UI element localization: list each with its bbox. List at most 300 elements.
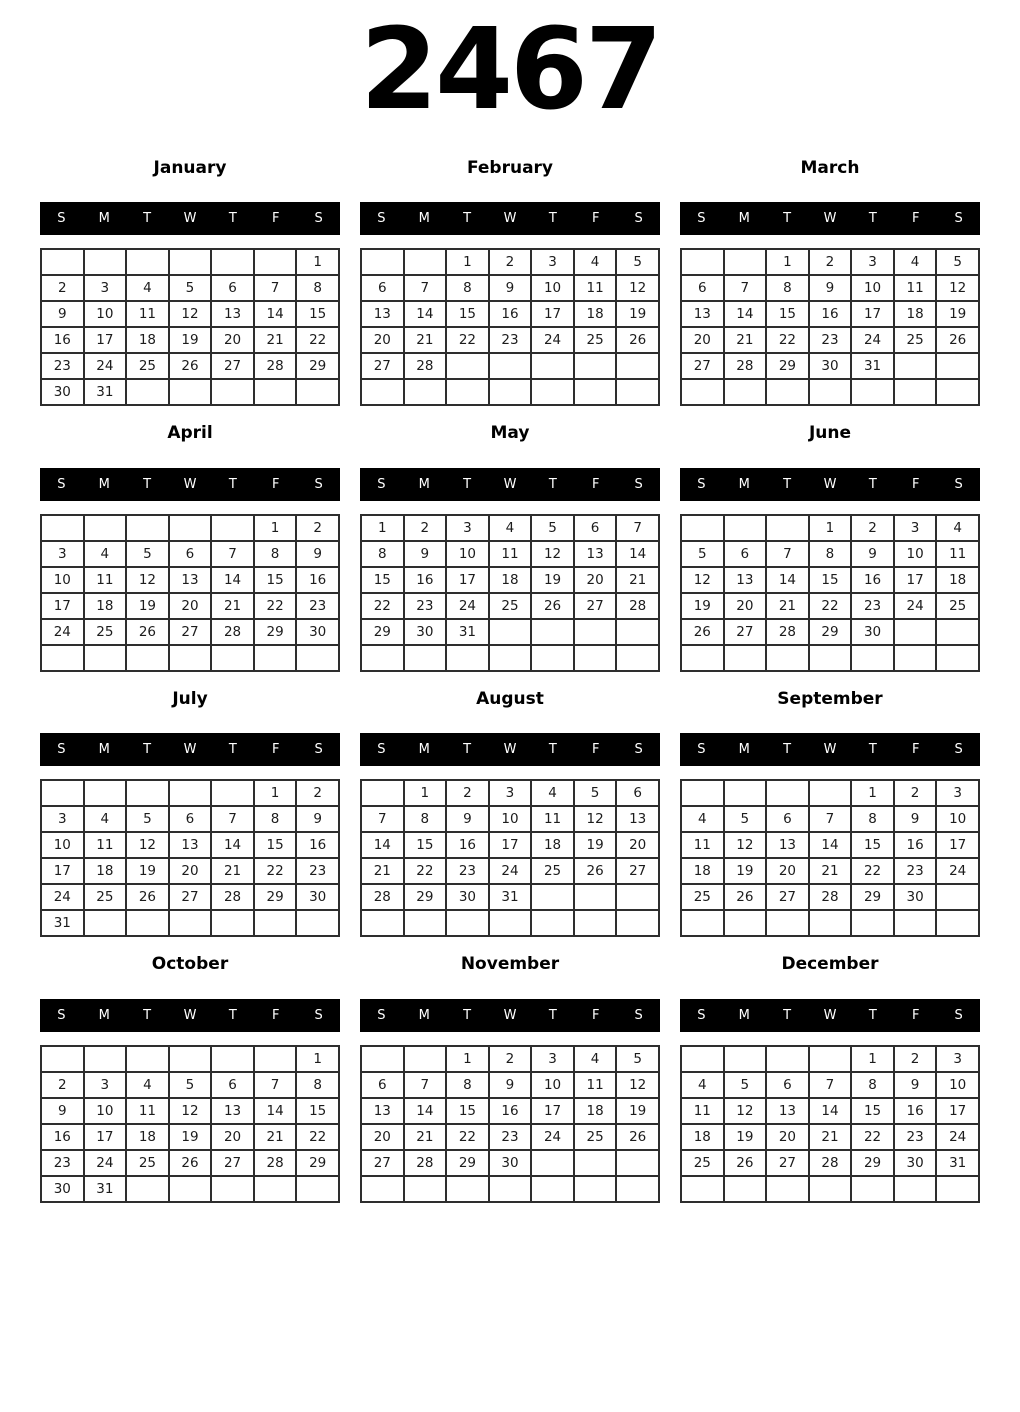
- month-title: October: [151, 954, 229, 975]
- day-cell: 24: [84, 1150, 127, 1176]
- day-cell: 4: [126, 1072, 169, 1098]
- day-cell: 28: [809, 884, 852, 910]
- day-cell: 12: [574, 806, 617, 832]
- week-row: [681, 806, 979, 832]
- empty-day-cell: [936, 645, 979, 671]
- empty-day-cell: [766, 645, 809, 671]
- empty-day-cell: [724, 379, 767, 405]
- week-row: [681, 858, 979, 884]
- empty-day-cell: [169, 780, 212, 806]
- empty-day-cell: [616, 353, 659, 379]
- empty-day-cell: [616, 910, 659, 936]
- day-cell: 25: [681, 1150, 724, 1176]
- weekday-label: T: [143, 742, 152, 758]
- empty-day-cell: [169, 910, 212, 936]
- week-row: [41, 619, 339, 645]
- day-cell: 19: [616, 1098, 659, 1124]
- weekday-label: T: [783, 1007, 792, 1023]
- weekday-label: W: [823, 211, 837, 227]
- day-cell: 14: [211, 567, 254, 593]
- empty-day-cell: [41, 780, 84, 806]
- day-cell: 12: [169, 1098, 212, 1124]
- week-row: [41, 379, 339, 405]
- weekday-label: W: [503, 211, 517, 227]
- empty-day-cell: [296, 379, 339, 405]
- weekday-label: F: [911, 211, 920, 227]
- day-cell: 20: [211, 1124, 254, 1150]
- day-cell: 11: [84, 567, 127, 593]
- weekday-header-row: [360, 999, 660, 1032]
- weekday-header-row: [360, 733, 660, 766]
- empty-day-cell: [361, 645, 404, 671]
- day-cell: 13: [361, 1098, 404, 1124]
- year-title: 2467: [360, 5, 660, 135]
- day-cell: 14: [404, 1098, 447, 1124]
- day-cell: 5: [574, 780, 617, 806]
- day-cell: 20: [681, 327, 724, 353]
- weekday-label: S: [377, 476, 386, 492]
- day-cell: 15: [766, 301, 809, 327]
- days-grid-body: [41, 1046, 339, 1202]
- day-cell: 17: [84, 327, 127, 353]
- day-cell: 2: [446, 780, 489, 806]
- weekday-label: S: [377, 1007, 386, 1023]
- empty-day-cell: [894, 619, 937, 645]
- days-grid: [40, 779, 340, 937]
- week-row: [41, 301, 339, 327]
- empty-day-cell: [531, 884, 574, 910]
- day-cell: 7: [724, 275, 767, 301]
- day-cell: 2: [489, 1046, 532, 1072]
- day-cell: 9: [41, 1098, 84, 1124]
- day-cell: 24: [41, 884, 84, 910]
- empty-day-cell: [724, 249, 767, 275]
- day-cell: 22: [404, 858, 447, 884]
- day-cell: 11: [574, 1072, 617, 1098]
- day-cell: 14: [361, 832, 404, 858]
- week-row: [41, 858, 339, 884]
- day-cell: 24: [41, 619, 84, 645]
- weekday-label: S: [954, 1007, 963, 1023]
- empty-day-cell: [169, 645, 212, 671]
- day-cell: 16: [41, 1124, 84, 1150]
- empty-day-cell: [254, 1176, 297, 1202]
- day-cell: 30: [296, 619, 339, 645]
- weekday-header-row: [40, 733, 340, 766]
- empty-day-cell: [681, 379, 724, 405]
- weekday-label: M: [98, 742, 110, 758]
- day-cell: 20: [724, 593, 767, 619]
- day-cell: 9: [41, 301, 84, 327]
- day-cell: 14: [766, 567, 809, 593]
- day-cell: 13: [169, 567, 212, 593]
- empty-day-cell: [724, 1046, 767, 1072]
- empty-day-cell: [41, 515, 84, 541]
- empty-day-cell: [84, 910, 127, 936]
- day-cell: 29: [446, 1150, 489, 1176]
- day-cell: 9: [809, 275, 852, 301]
- weekday-label: S: [314, 211, 323, 227]
- day-cell: 20: [574, 567, 617, 593]
- day-cell: 5: [724, 806, 767, 832]
- weekday-label: T: [783, 476, 792, 492]
- day-cell: 1: [296, 1046, 339, 1072]
- empty-day-cell: [211, 910, 254, 936]
- empty-day-cell: [851, 1176, 894, 1202]
- day-cell: 8: [446, 1072, 489, 1098]
- empty-day-cell: [41, 249, 84, 275]
- day-cell: 28: [254, 1150, 297, 1176]
- days-grid: [360, 514, 660, 672]
- day-cell: 23: [296, 593, 339, 619]
- day-cell: 23: [851, 593, 894, 619]
- day-cell: 13: [574, 541, 617, 567]
- day-cell: 12: [724, 832, 767, 858]
- empty-day-cell: [681, 515, 724, 541]
- day-cell: 21: [211, 858, 254, 884]
- day-cell: 29: [296, 1150, 339, 1176]
- empty-day-cell: [446, 353, 489, 379]
- weekday-label: S: [954, 742, 963, 758]
- weekday-header-row: [680, 733, 980, 766]
- day-cell: 9: [404, 541, 447, 567]
- day-cell: 23: [404, 593, 447, 619]
- day-cell: 21: [809, 1124, 852, 1150]
- empty-day-cell: [894, 1176, 937, 1202]
- day-cell: 6: [724, 541, 767, 567]
- day-cell: 11: [531, 806, 574, 832]
- empty-day-cell: [894, 910, 937, 936]
- empty-day-cell: [254, 910, 297, 936]
- day-cell: 16: [41, 327, 84, 353]
- month-title: May: [490, 423, 530, 444]
- empty-day-cell: [531, 910, 574, 936]
- month-title: March: [800, 158, 860, 178]
- week-row: [41, 1098, 339, 1124]
- day-cell: 16: [446, 832, 489, 858]
- day-cell: 25: [574, 1124, 617, 1150]
- day-cell: 14: [211, 832, 254, 858]
- empty-day-cell: [574, 619, 617, 645]
- day-cell: 19: [724, 858, 767, 884]
- weekday-label: S: [314, 742, 323, 758]
- day-cell: 19: [169, 1124, 212, 1150]
- empty-day-cell: [404, 249, 447, 275]
- day-cell: 16: [894, 1098, 937, 1124]
- day-cell: 6: [681, 275, 724, 301]
- weekday-label: W: [183, 211, 197, 227]
- day-cell: 26: [531, 593, 574, 619]
- weekday-label: F: [271, 211, 280, 227]
- day-cell: 30: [446, 884, 489, 910]
- week-row: [361, 541, 659, 567]
- day-cell: 25: [894, 327, 937, 353]
- days-grid: [40, 514, 340, 672]
- day-cell: 14: [254, 301, 297, 327]
- days-grid: [680, 248, 980, 406]
- weekday-label: S: [314, 1007, 323, 1023]
- weekday-label: T: [783, 742, 792, 758]
- empty-day-cell: [84, 780, 127, 806]
- empty-day-cell: [126, 249, 169, 275]
- day-cell: 9: [489, 275, 532, 301]
- empty-day-cell: [724, 645, 767, 671]
- week-row: [41, 275, 339, 301]
- empty-day-cell: [84, 645, 127, 671]
- day-cell: 22: [809, 593, 852, 619]
- day-cell: 7: [616, 515, 659, 541]
- weekday-label: M: [738, 1007, 750, 1023]
- weekday-header-row: [360, 468, 660, 501]
- week-row: [361, 1098, 659, 1124]
- weekday-label: F: [591, 1007, 600, 1023]
- week-row: [41, 1176, 339, 1202]
- day-cell: 13: [361, 301, 404, 327]
- empty-day-cell: [724, 515, 767, 541]
- empty-day-cell: [84, 1046, 127, 1072]
- empty-day-cell: [254, 645, 297, 671]
- day-cell: 21: [361, 858, 404, 884]
- empty-day-cell: [616, 884, 659, 910]
- empty-day-cell: [446, 379, 489, 405]
- week-row: [361, 780, 659, 806]
- weekday-label: W: [503, 742, 517, 758]
- weekday-label: T: [868, 1007, 877, 1023]
- month-title: September: [777, 688, 883, 709]
- week-row: [41, 353, 339, 379]
- day-cell: 17: [851, 301, 894, 327]
- day-cell: 10: [84, 1098, 127, 1124]
- day-cell: 17: [936, 832, 979, 858]
- week-row: [361, 858, 659, 884]
- day-cell: 7: [361, 806, 404, 832]
- day-cell: 17: [489, 832, 532, 858]
- days-grid: [680, 514, 980, 672]
- weekday-label: W: [503, 1007, 517, 1023]
- empty-day-cell: [574, 645, 617, 671]
- empty-day-cell: [254, 1046, 297, 1072]
- month-title: November: [460, 954, 560, 975]
- month-calendar: [40, 158, 340, 406]
- day-cell: 26: [126, 619, 169, 645]
- weekday-label: S: [697, 211, 706, 227]
- month-calendar: [680, 423, 980, 671]
- empty-day-cell: [851, 379, 894, 405]
- weekday-label: W: [503, 476, 517, 492]
- empty-day-cell: [361, 379, 404, 405]
- empty-day-cell: [616, 1150, 659, 1176]
- day-cell: 3: [41, 541, 84, 567]
- day-cell: 27: [724, 619, 767, 645]
- day-cell: 4: [84, 541, 127, 567]
- day-cell: 1: [254, 780, 297, 806]
- day-cell: 18: [489, 567, 532, 593]
- day-cell: 19: [616, 301, 659, 327]
- week-row: [681, 884, 979, 910]
- day-cell: 1: [766, 249, 809, 275]
- month-calendar: [360, 423, 660, 671]
- day-cell: 18: [84, 593, 127, 619]
- day-cell: 26: [169, 353, 212, 379]
- day-cell: 24: [936, 858, 979, 884]
- empty-day-cell: [894, 353, 937, 379]
- day-cell: 31: [446, 619, 489, 645]
- weekday-label: M: [98, 1007, 110, 1023]
- weekday-label: S: [57, 742, 66, 758]
- month-calendar: [40, 954, 340, 1202]
- empty-day-cell: [211, 645, 254, 671]
- empty-day-cell: [531, 1150, 574, 1176]
- empty-day-cell: [574, 884, 617, 910]
- week-row: [41, 1150, 339, 1176]
- day-cell: 2: [894, 1046, 937, 1072]
- day-cell: 5: [169, 275, 212, 301]
- weekday-label: S: [634, 742, 643, 758]
- day-cell: 3: [531, 1046, 574, 1072]
- day-cell: 3: [84, 275, 127, 301]
- day-cell: 1: [851, 1046, 894, 1072]
- day-cell: 22: [254, 858, 297, 884]
- weekday-label: S: [634, 476, 643, 492]
- day-cell: 31: [84, 379, 127, 405]
- weekday-label: T: [228, 211, 237, 227]
- weekday-label: W: [183, 476, 197, 492]
- day-cell: 22: [851, 1124, 894, 1150]
- month-title: January: [153, 158, 227, 178]
- day-cell: 6: [574, 515, 617, 541]
- week-row: [361, 1046, 659, 1072]
- day-cell: 16: [894, 832, 937, 858]
- day-cell: 13: [766, 1098, 809, 1124]
- day-cell: 26: [616, 1124, 659, 1150]
- day-cell: 10: [41, 832, 84, 858]
- day-cell: 8: [851, 806, 894, 832]
- months-grid: [40, 158, 980, 1203]
- weekday-header-row: [40, 202, 340, 235]
- weekday-label: T: [548, 742, 557, 758]
- day-cell: 4: [489, 515, 532, 541]
- empty-day-cell: [936, 379, 979, 405]
- empty-day-cell: [126, 910, 169, 936]
- empty-day-cell: [296, 1176, 339, 1202]
- empty-day-cell: [531, 1176, 574, 1202]
- empty-day-cell: [766, 515, 809, 541]
- weekday-header-row: [40, 999, 340, 1032]
- day-cell: 30: [489, 1150, 532, 1176]
- day-cell: 28: [361, 884, 404, 910]
- day-cell: 7: [809, 806, 852, 832]
- week-row: [681, 593, 979, 619]
- day-cell: 8: [404, 806, 447, 832]
- empty-day-cell: [766, 379, 809, 405]
- empty-day-cell: [936, 910, 979, 936]
- weekday-label: M: [738, 476, 750, 492]
- day-cell: 30: [41, 379, 84, 405]
- weekday-label: T: [463, 476, 472, 492]
- day-cell: 30: [809, 353, 852, 379]
- weekday-label: M: [98, 211, 110, 227]
- day-cell: 22: [296, 327, 339, 353]
- day-cell: 1: [254, 515, 297, 541]
- empty-day-cell: [574, 1150, 617, 1176]
- day-cell: 13: [766, 832, 809, 858]
- days-grid-body: [361, 515, 659, 671]
- day-cell: 25: [126, 1150, 169, 1176]
- week-row: [681, 379, 979, 405]
- week-row: [681, 1124, 979, 1150]
- day-cell: 29: [766, 353, 809, 379]
- month-title: June: [808, 423, 852, 444]
- empty-day-cell: [489, 1176, 532, 1202]
- day-cell: 11: [936, 541, 979, 567]
- day-cell: 25: [489, 593, 532, 619]
- day-cell: 23: [296, 858, 339, 884]
- day-cell: 27: [574, 593, 617, 619]
- day-cell: 11: [681, 1098, 724, 1124]
- day-cell: 12: [126, 567, 169, 593]
- empty-day-cell: [211, 1176, 254, 1202]
- empty-day-cell: [446, 910, 489, 936]
- week-row: [41, 1046, 339, 1072]
- day-cell: 9: [894, 1072, 937, 1098]
- day-cell: 13: [616, 806, 659, 832]
- week-row: [41, 884, 339, 910]
- weekday-label: F: [591, 742, 600, 758]
- days-grid-body: [681, 1046, 979, 1202]
- empty-day-cell: [724, 1176, 767, 1202]
- empty-day-cell: [361, 1176, 404, 1202]
- day-cell: 10: [531, 1072, 574, 1098]
- day-cell: 18: [531, 832, 574, 858]
- week-row: [681, 1098, 979, 1124]
- empty-day-cell: [169, 1176, 212, 1202]
- day-cell: 15: [446, 1098, 489, 1124]
- weekday-label: M: [418, 476, 430, 492]
- day-cell: 23: [894, 1124, 937, 1150]
- day-cell: 27: [361, 1150, 404, 1176]
- month-title: December: [781, 954, 879, 975]
- empty-day-cell: [809, 910, 852, 936]
- day-cell: 12: [724, 1098, 767, 1124]
- week-row: [361, 619, 659, 645]
- week-row: [361, 1150, 659, 1176]
- weekday-label: M: [418, 742, 430, 758]
- day-cell: 3: [446, 515, 489, 541]
- day-cell: 12: [936, 275, 979, 301]
- weekday-label: T: [868, 211, 877, 227]
- day-cell: 3: [531, 249, 574, 275]
- day-cell: 3: [936, 1046, 979, 1072]
- empty-day-cell: [809, 1046, 852, 1072]
- weekday-label: S: [634, 211, 643, 227]
- day-cell: 21: [809, 858, 852, 884]
- weekday-label: T: [548, 211, 557, 227]
- day-cell: 21: [404, 1124, 447, 1150]
- day-cell: 10: [446, 541, 489, 567]
- week-row: [361, 379, 659, 405]
- days-grid: [360, 779, 660, 937]
- day-cell: 3: [41, 806, 84, 832]
- week-row: [361, 1176, 659, 1202]
- empty-day-cell: [724, 910, 767, 936]
- day-cell: 4: [84, 806, 127, 832]
- day-cell: 21: [616, 567, 659, 593]
- day-cell: 13: [681, 301, 724, 327]
- day-cell: 23: [489, 327, 532, 353]
- week-row: [41, 780, 339, 806]
- week-row: [361, 593, 659, 619]
- weekday-label: T: [463, 211, 472, 227]
